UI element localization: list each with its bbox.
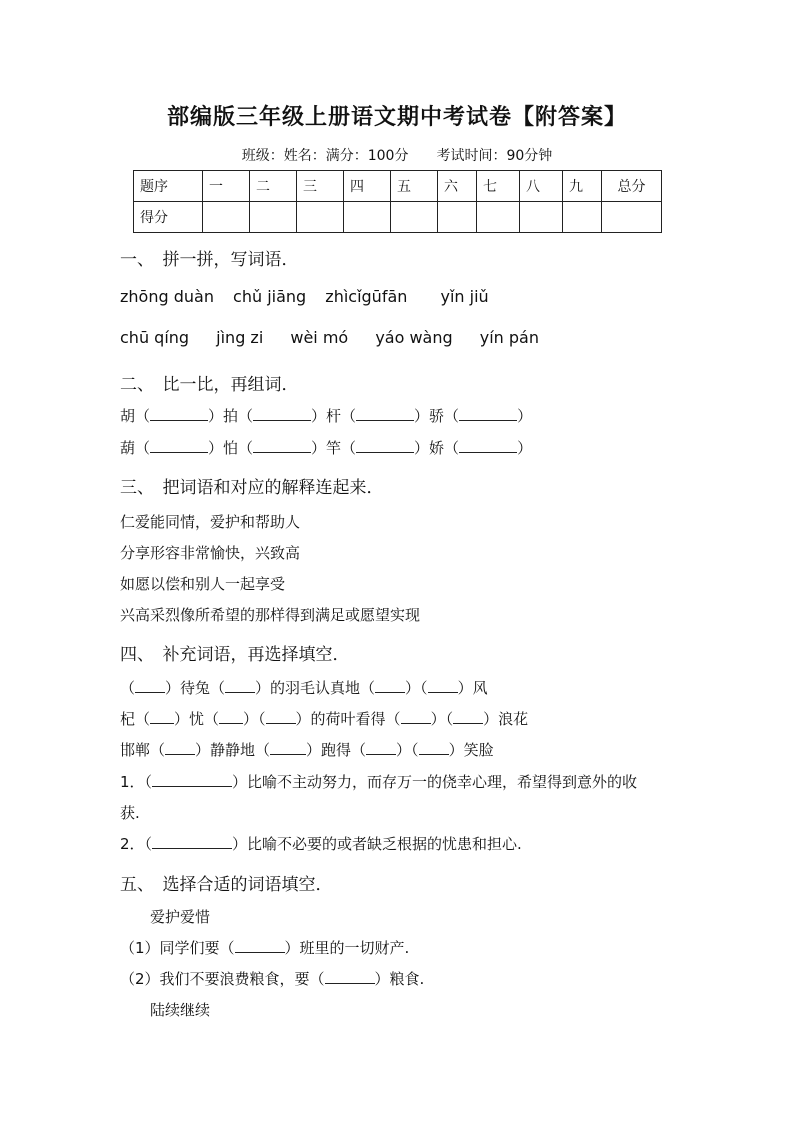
- answer-blank[interactable]: [270, 740, 306, 755]
- text-segment: ）的羽毛认真地（: [255, 679, 376, 697]
- pinyin-item: yǐn jiǔ: [440, 287, 489, 306]
- answer-blank[interactable]: [219, 709, 243, 724]
- text-segment: 1．（: [120, 773, 153, 791]
- text-segment: ）风: [457, 679, 488, 697]
- compare-row-2: [120, 437, 532, 458]
- answer-blank[interactable]: [453, 709, 483, 724]
- answer-blank[interactable]: [152, 772, 232, 787]
- answer-blank[interactable]: [366, 740, 396, 755]
- score-cell[interactable]: [297, 202, 344, 233]
- header-cell: 四: [344, 171, 391, 202]
- pinyin-item: jìng zi: [216, 328, 264, 347]
- score-cell[interactable]: [250, 202, 297, 233]
- answer-blank[interactable]: [150, 406, 208, 421]
- answer-blank[interactable]: [150, 438, 208, 453]
- pinyin-row-1: [120, 287, 503, 306]
- score-cell[interactable]: [520, 202, 563, 233]
- header-cell: 总分: [602, 171, 662, 202]
- header-cell: 九: [563, 171, 602, 202]
- text-segment: ）静静地（: [195, 741, 271, 759]
- header-cell: 七: [477, 171, 520, 202]
- text-segment: ）待兔（: [165, 679, 226, 697]
- text-segment: 杞（: [120, 710, 151, 728]
- exam-info: 班级：姓名：满分：100分 考试时间：90分钟: [241, 148, 553, 164]
- pinyin-item: wèi mó: [290, 328, 349, 347]
- answer-blank[interactable]: [428, 678, 458, 693]
- score-cell[interactable]: [563, 202, 602, 233]
- text-segment: ）（: [243, 710, 266, 728]
- choose-question-1: [120, 937, 409, 958]
- answer-blank[interactable]: [235, 938, 285, 953]
- pinyin-item: chū qíng: [120, 328, 190, 347]
- header-cell: 五: [391, 171, 438, 202]
- text-segment: ）（: [430, 710, 454, 728]
- answer-blank[interactable]: [419, 740, 449, 755]
- answer-blank[interactable]: [225, 678, 255, 693]
- match-line: 兴高采烈像所希望的那样得到满足或愿望实现: [120, 606, 421, 624]
- header-cell: 八: [520, 171, 563, 202]
- answer-blank[interactable]: [356, 438, 414, 453]
- fill-question-1-cont: 获.: [120, 804, 140, 822]
- answer-blank[interactable]: [266, 709, 296, 724]
- text-segment: ）浪花: [483, 710, 529, 728]
- header-cell: 二: [250, 171, 297, 202]
- header-cell: 题序: [134, 171, 203, 202]
- text-segment: ）的荷叶看得（: [295, 710, 401, 728]
- section-4-heading: 四、 补充词语，再选择填空．: [120, 645, 350, 665]
- fill-question-2: [120, 833, 522, 854]
- section-5-heading: 五、 选择合适的词语填空．: [120, 875, 333, 895]
- text-segment: ）怕（: [208, 439, 254, 457]
- section-3-heading: 三、 把词语和对应的解释连起来．: [120, 478, 384, 498]
- text-segment: （2）我们不要浪费粮食，要（: [120, 970, 325, 988]
- score-table: [133, 170, 662, 233]
- pinyin-item: yáo wàng: [375, 328, 453, 347]
- text-segment: ）（: [396, 741, 419, 759]
- score-cell[interactable]: [602, 202, 662, 233]
- text-segment: 葫（: [120, 439, 151, 457]
- match-line: 分享形容非常愉快，兴致高: [120, 544, 301, 562]
- text-segment: ）杆（: [311, 407, 357, 425]
- pinyin-item: chǔ jiāng: [233, 287, 307, 306]
- text-segment: 邯郸（: [120, 741, 166, 759]
- header-cell: 六: [438, 171, 477, 202]
- score-cell[interactable]: [203, 202, 250, 233]
- text-segment: （: [120, 679, 136, 697]
- text-segment: ）（: [405, 679, 428, 697]
- answer-blank[interactable]: [165, 740, 195, 755]
- fill-row-1: [120, 677, 488, 698]
- answer-blank[interactable]: [459, 406, 517, 421]
- answer-blank[interactable]: [253, 438, 311, 453]
- header-cell: 三: [297, 171, 344, 202]
- choose-question-2: [120, 968, 424, 989]
- answer-blank[interactable]: [135, 678, 165, 693]
- word-choices-1: 爱护爱惜: [150, 908, 211, 926]
- answer-blank[interactable]: [356, 406, 414, 421]
- text-segment: ）娇（: [414, 439, 460, 457]
- text-segment: ）笑脸: [448, 741, 494, 759]
- answer-blank[interactable]: [150, 709, 174, 724]
- text-segment: 2．（: [120, 835, 153, 853]
- match-line: 如愿以偿和别人一起享受: [120, 575, 286, 593]
- answer-blank[interactable]: [325, 969, 375, 984]
- pinyin-item: yín pán: [479, 328, 539, 347]
- text-segment: ）: [517, 439, 533, 457]
- score-cell[interactable]: [438, 202, 477, 233]
- score-cell[interactable]: [344, 202, 391, 233]
- score-table-score-row: [134, 202, 662, 233]
- header-cell: 一: [203, 171, 250, 202]
- fill-question-1: [120, 771, 637, 792]
- text-segment: 胡（: [120, 407, 151, 425]
- compare-row-1: [120, 405, 532, 426]
- score-table-header-row: [134, 171, 662, 202]
- pinyin-item: zhōng duàn: [120, 287, 214, 306]
- word-choices-2: 陆续继续: [150, 1001, 211, 1019]
- answer-blank[interactable]: [459, 438, 517, 453]
- pinyin-item: zhìcǐgūfān: [325, 287, 408, 306]
- row-label: 得分: [134, 202, 203, 233]
- page-title: 部编版三年级上册语文期中考试卷【附答案】: [166, 104, 627, 130]
- section-1-heading: 一、 拼一拼，写词语．: [120, 250, 299, 270]
- answer-blank[interactable]: [253, 406, 311, 421]
- text-segment: ）骄（: [414, 407, 460, 425]
- answer-blank[interactable]: [401, 709, 431, 724]
- text-segment: ）忧（: [174, 710, 220, 728]
- score-cell[interactable]: [391, 202, 438, 233]
- fill-row-2: [120, 708, 528, 729]
- text-segment: ）拍（: [208, 407, 254, 425]
- text-segment: ）比喻不主动努力，而存万一的侥幸心理，希望得到意外的收: [232, 773, 638, 791]
- section-2-heading: 二、 比一比，再组词．: [120, 375, 299, 395]
- text-segment: （1）同学们要（: [120, 939, 235, 957]
- answer-blank[interactable]: [375, 678, 405, 693]
- text-segment: ）粮食.: [374, 970, 425, 988]
- match-line: 仁爱能同情，爱护和帮助人: [120, 513, 301, 531]
- text-segment: ）跑得（: [306, 741, 367, 759]
- text-segment: ）班里的一切财产.: [284, 939, 410, 957]
- answer-blank[interactable]: [152, 834, 232, 849]
- text-segment: ）比喻不必要的或者缺乏根据的忧患和担心.: [232, 835, 522, 853]
- pinyin-row-2: [120, 328, 553, 347]
- fill-row-3: [120, 739, 494, 760]
- score-cell[interactable]: [477, 202, 520, 233]
- text-segment: ）: [517, 407, 533, 425]
- text-segment: ）竿（: [311, 439, 357, 457]
